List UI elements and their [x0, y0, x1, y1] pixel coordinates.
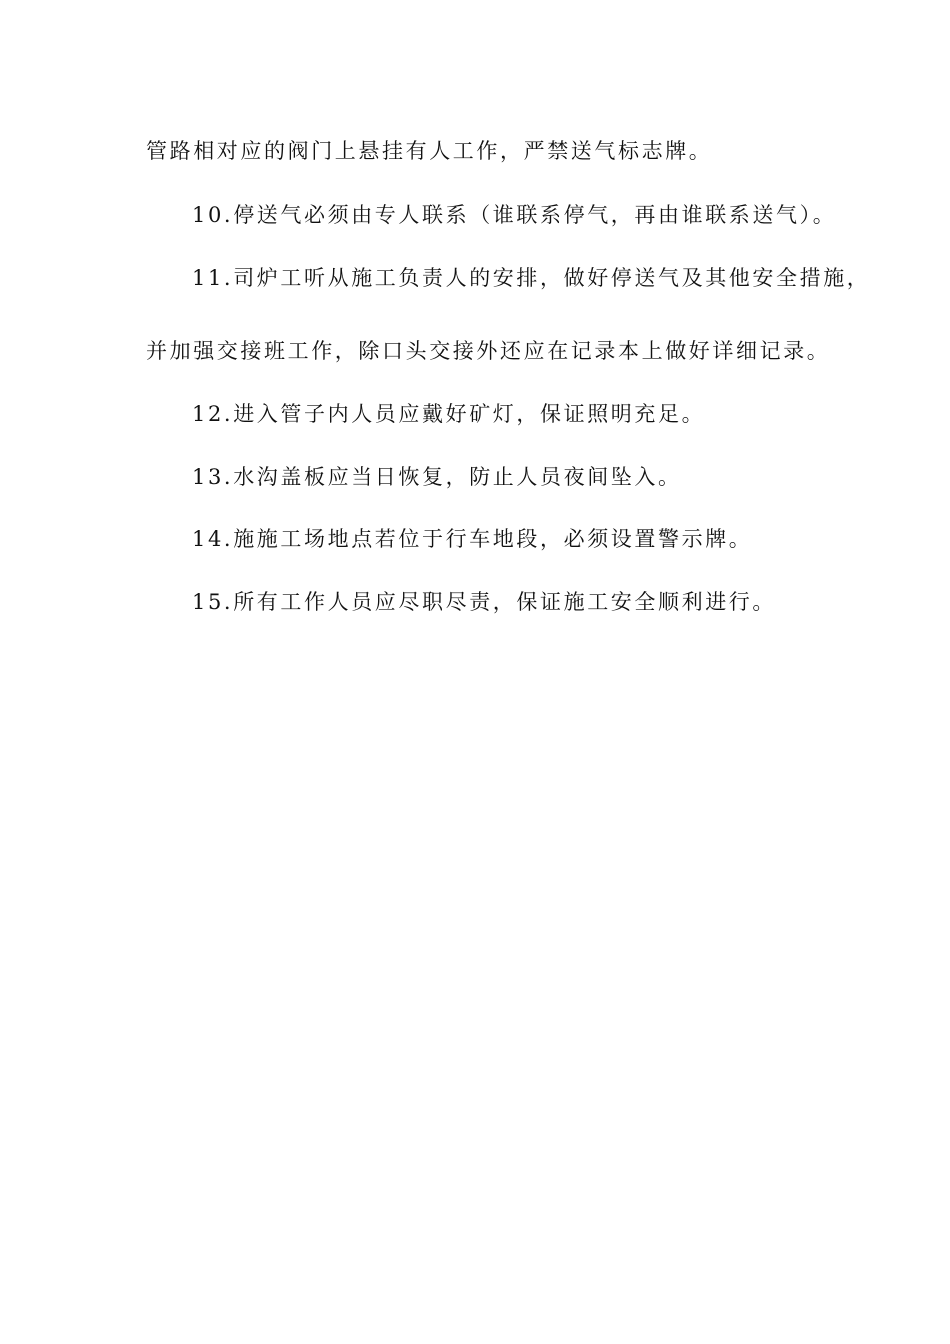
- list-item-11-continuation: 并加强交接班工作，除口头交接外还应在记录本上做好详细记录。: [146, 339, 831, 363]
- list-item-12: 12.进入管子内人员应戴好矿灯，保证照明充足。: [192, 402, 706, 426]
- paragraph-continuation-line: 管路相对应的阀门上悬挂有人工作，严禁送气标志牌。: [146, 139, 713, 163]
- list-item-13: 13.水沟盖板应当日恢复，防止人员夜间坠入。: [192, 465, 682, 489]
- list-item-10: 10.停送气必须由专人联系（谁联系停气，再由谁联系送气）。: [192, 203, 837, 227]
- list-item-15: 15.所有工作人员应尽职尽责，保证施工安全顺利进行。: [192, 590, 776, 614]
- list-item-14: 14.施施工场地点若位于行车地段，必须设置警示牌。: [192, 527, 753, 551]
- list-item-11: 11.司炉工听从施工负责人的安排，做好停送气及其他安全措施，: [192, 266, 871, 290]
